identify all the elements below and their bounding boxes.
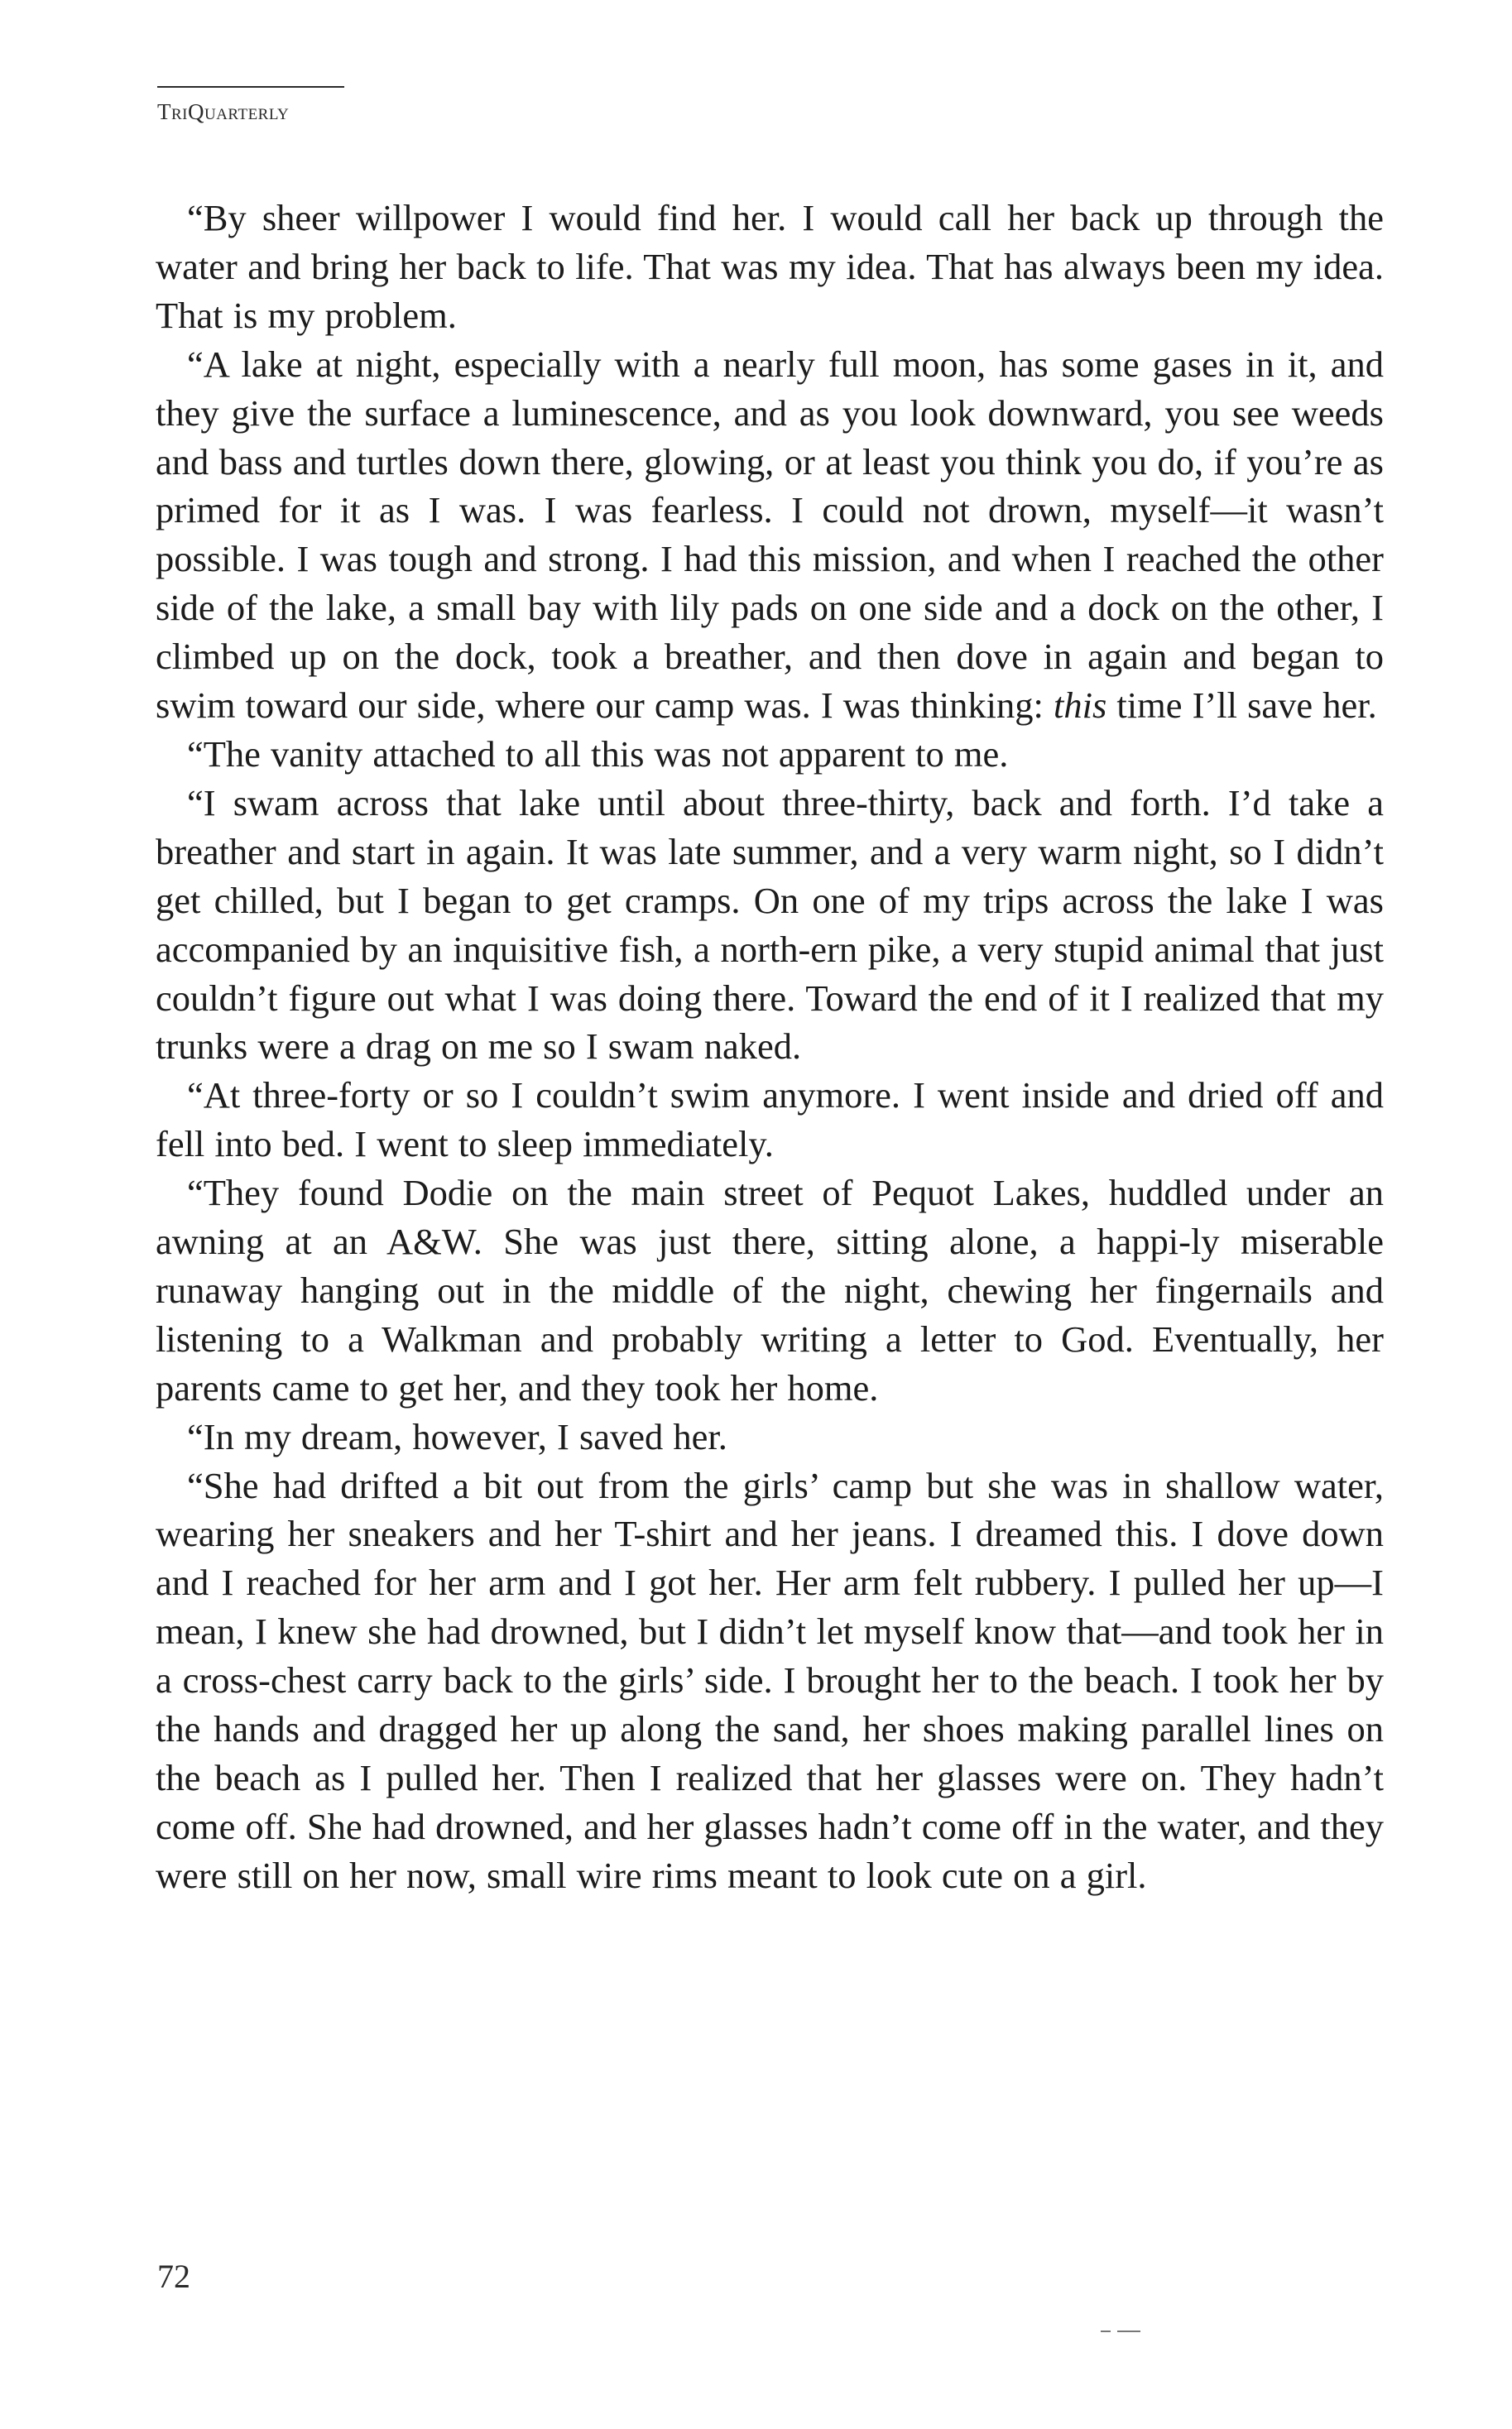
paragraph-4: “I swam across that lake until about three-thirty, back and forth. I’d take a breather and start in again. It was late summer, and a very warm night, so I didn’t get chilled, but I began to get cramps. On one of my trips across the lake I was accompanied by an inquisitive fish, a north-ern pike, a very stupid animal that just couldn’t figure out what I was doing there. Toward the end of it I realized that my trunks were a drag on me so I swam naked. bbox=[156, 781, 1384, 1068]
page-number: 72 bbox=[157, 2258, 190, 2295]
paragraph-2 bbox=[156, 340, 1384, 730]
paragraph-6: “They found Dodie on the main street of Pequot Lakes, huddled under an awning at an A&W. She was just there, sitting alone, a happi-ly miserable runaway hanging out in the middle of the night, chewing her fingernails and listening to a Walkman and probably writing a letter to God. Eventually, her parents came to get her, and they took her home. bbox=[156, 1172, 1384, 1409]
journal-title: TriQuarterly bbox=[157, 99, 290, 124]
paragraph-1: “By sheer willpower I would find her. I would call her back up through the water and bring her back to life. That was my idea. That has always been my idea. That is my problem. bbox=[156, 197, 1384, 336]
running-head bbox=[157, 86, 344, 125]
paragraph-2-tail: time I’ll save her. bbox=[1106, 684, 1377, 727]
paragraph-3: “The vanity attached to all this was not apparent to me. bbox=[187, 732, 1009, 775]
paragraph-7: “In my dream, however, I saved her. bbox=[187, 1415, 727, 1457]
paragraph-2-emphasis: this bbox=[1053, 684, 1107, 727]
paragraph-8: “She had drifted a bit out from the girls’ camp but she was in shallow water, wearing her sneakers and her T-shirt and her jeans. I dreamed this. I dove down and I reached for her arm and I got her. Her arm felt rubbery. I pulled her up—I mean, I knew she had drowned, but I didn’t let myself know that—and took her in a cross-chest carry back to the girls’ side. I brought her to the beach. I took her by the hands and dragged her up along the sand, her shoes making parallel lines on the beach as I pulled her. Then I realized that her glasses were on. They hadn’t come off. She had drowned, and her glasses hadn’t come off in the water, and they were still on her now, small wire rims meant to look cute on a girl. bbox=[156, 1464, 1384, 1896]
body-text bbox=[156, 194, 1384, 1900]
running-head-rule bbox=[157, 86, 344, 88]
printer-mark bbox=[1101, 2326, 1140, 2336]
paragraph-5: “At three-forty or so I couldn’t swim anymore. I went inside and dried off and fell into bed. I went to sleep immediately. bbox=[156, 1074, 1384, 1165]
paragraph-2-text: “A lake at night, especially with a nearly full moon, has some gases in it, and they give the surface a luminescence, and as you look downward, you see weeds and bass and turtles down there, glowing, or at least you think you do, if you’re as primed for it as I was. I was fearless. I could not drown, myself—it wasn’t possible. I was tough and strong. I had this mission, and when I reached the other side of the lake, a small bay with lily pads on one side and a dock on the other, I climbed up on the dock, took a breather, and then dove in again and began to swim toward our side, where our camp was. I was thinking: bbox=[156, 343, 1384, 727]
